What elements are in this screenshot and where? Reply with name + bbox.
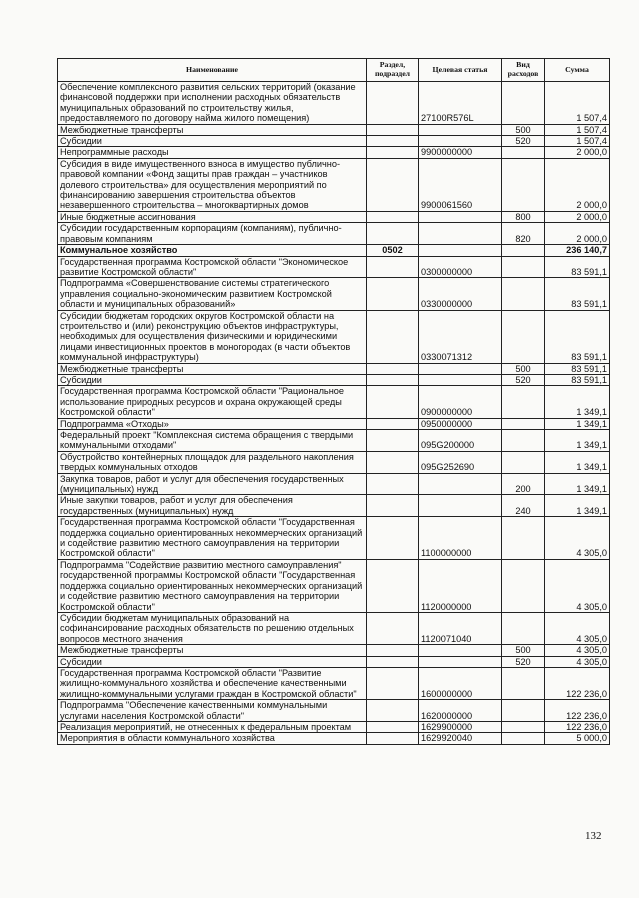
table-row: [58, 559, 610, 612]
cell-name: Субсидия в виде имущественного взноса в имущество публично-правовой компании «Фонд защиты прав граждан – участников долевого строительства» для осуществления мероприятий по финансированию завершения строительства объектов незавершенного строительства – многоквартирных домов: [58, 158, 367, 211]
cell-tgt: 1100000000: [419, 517, 502, 560]
cell-sec: [367, 418, 419, 429]
cell-kind: [502, 451, 545, 473]
cell-sum: 5 000,0: [545, 733, 610, 744]
cell-sum: 4 305,0: [545, 656, 610, 667]
cell-sec: [367, 612, 419, 644]
table-row: [58, 656, 610, 667]
cell-sec: [367, 223, 419, 245]
cell-kind: [502, 667, 545, 699]
cell-tgt: [419, 656, 502, 667]
cell-tgt: 1120071040: [419, 612, 502, 644]
cell-sum: 1 349,1: [545, 451, 610, 473]
cell-sum: 2 000,0: [545, 211, 610, 222]
table-row: [58, 211, 610, 222]
cell-tgt: 0300000000: [419, 256, 502, 278]
cell-name: Межбюджетные трансферты: [58, 124, 367, 135]
cell-name: Непрограммные расходы: [58, 147, 367, 158]
cell-kind: 820: [502, 223, 545, 245]
cell-tgt: 1120000000: [419, 559, 502, 612]
cell-name: Субсидии государственным корпорациям (компаниям), публично-правовым компаниям: [58, 223, 367, 245]
cell-kind: [502, 517, 545, 560]
cell-sec: [367, 147, 419, 158]
cell-name: Субсидии бюджетам городских округов Костромской области на строительство и (или) реконструкцию объектов инфраструктуры, необходимых для осуществления физическими и юридическими лицами инвестиционных проектов в моногородах (в части объектов коммунальной инфраструктуры): [58, 310, 367, 363]
cell-sec: [367, 473, 419, 495]
cell-sum: 4 305,0: [545, 612, 610, 644]
cell-sec: [367, 700, 419, 722]
cell-tgt: [419, 495, 502, 517]
cell-sec: [367, 124, 419, 135]
cell-kind: [502, 386, 545, 418]
cell-sum: 1 349,1: [545, 386, 610, 418]
cell-tgt: 0330071312: [419, 310, 502, 363]
cell-kind: [502, 430, 545, 452]
cell-name: Мероприятия в области коммунального хозяйства: [58, 733, 367, 744]
cell-sum: 1 507,4: [545, 124, 610, 135]
cell-name: Подпрограмма «Отходы»: [58, 418, 367, 429]
cell-kind: 520: [502, 656, 545, 667]
cell-sum: 83 591,1: [545, 374, 610, 385]
cell-kind: [502, 721, 545, 732]
header-section: Раздел, подраздел: [367, 59, 419, 82]
cell-name: Субсидии: [58, 136, 367, 147]
cell-tgt: 1600000000: [419, 667, 502, 699]
cell-tgt: 0900000000: [419, 386, 502, 418]
cell-sec: [367, 82, 419, 125]
table-row: [58, 645, 610, 656]
cell-tgt: 1629920040: [419, 733, 502, 744]
cell-tgt: [419, 245, 502, 256]
cell-name: Подпрограмма "Обеспечение качественными коммунальными услугами населения Костромской области": [58, 700, 367, 722]
cell-name: Межбюджетные трансферты: [58, 645, 367, 656]
table-row: [58, 245, 610, 256]
cell-sum: 4 305,0: [545, 559, 610, 612]
table-row: [58, 278, 610, 310]
cell-tgt: [419, 473, 502, 495]
cell-kind: [502, 612, 545, 644]
cell-sec: [367, 136, 419, 147]
cell-tgt: 1620000000: [419, 700, 502, 722]
cell-sec: [367, 430, 419, 452]
cell-tgt: 0330000000: [419, 278, 502, 310]
cell-kind: [502, 158, 545, 211]
cell-sum: 2 000,0: [545, 147, 610, 158]
table-row: [58, 495, 610, 517]
cell-tgt: 095G200000: [419, 430, 502, 452]
cell-sum: 122 236,0: [545, 667, 610, 699]
table-row: [58, 733, 610, 744]
cell-kind: [502, 256, 545, 278]
cell-sec: [367, 733, 419, 744]
cell-sec: [367, 211, 419, 222]
table-row: [58, 310, 610, 363]
cell-kind: 500: [502, 645, 545, 656]
cell-sum: 1 507,4: [545, 82, 610, 125]
cell-tgt: 9900061560: [419, 158, 502, 211]
cell-tgt: [419, 223, 502, 245]
cell-name: Коммунальное хозяйство: [58, 245, 367, 256]
cell-name: Государственная программа Костромской области "Развитие жилищно-коммунального хозяйства и обеспечение качественными жилищно-коммунальными услугами граждан в Костромской области": [58, 667, 367, 699]
cell-kind: [502, 147, 545, 158]
cell-name: Государственная программа Костромской области "Рациональное использование природных ресурсов и охрана окружающей среды Костромской области": [58, 386, 367, 418]
cell-sec: [367, 158, 419, 211]
table-row: [58, 124, 610, 135]
table-row: [58, 374, 610, 385]
cell-name: Иные закупки товаров, работ и услуг для обеспечения государственных (муниципальных) нужд: [58, 495, 367, 517]
cell-sum: 1 507,4: [545, 136, 610, 147]
cell-sum: 83 591,1: [545, 256, 610, 278]
cell-kind: [502, 310, 545, 363]
table-header-row: [58, 59, 610, 82]
table-row: [58, 700, 610, 722]
table-row: [58, 667, 610, 699]
cell-sec: [367, 721, 419, 732]
cell-tgt: [419, 136, 502, 147]
cell-sec: 0502: [367, 245, 419, 256]
table-row: [58, 386, 610, 418]
document-page: [57, 58, 609, 745]
table-row: [58, 363, 610, 374]
cell-sum: 122 236,0: [545, 700, 610, 722]
cell-sec: [367, 559, 419, 612]
cell-kind: [502, 733, 545, 744]
cell-kind: [502, 82, 545, 125]
cell-tgt: 095G252690: [419, 451, 502, 473]
cell-tgt: 9900000000: [419, 147, 502, 158]
table-row: [58, 256, 610, 278]
cell-name: Субсидии: [58, 656, 367, 667]
cell-kind: [502, 700, 545, 722]
cell-name: Реализация мероприятий, не отнесенных к федеральным проектам: [58, 721, 367, 732]
cell-kind: 500: [502, 363, 545, 374]
cell-kind: 500: [502, 124, 545, 135]
table-row: [58, 612, 610, 644]
cell-sec: [367, 278, 419, 310]
table-row: [58, 473, 610, 495]
cell-name: Государственная программа Костромской области "Экономическое развитие Костромской области": [58, 256, 367, 278]
cell-sum: 83 591,1: [545, 363, 610, 374]
cell-tgt: [419, 363, 502, 374]
cell-name: Федеральный проект "Комплексная система обращения с твердыми коммунальными отходами": [58, 430, 367, 452]
cell-kind: 800: [502, 211, 545, 222]
cell-sec: [367, 386, 419, 418]
table-row: [58, 517, 610, 560]
cell-name: Субсидии: [58, 374, 367, 385]
cell-sum: 4 305,0: [545, 645, 610, 656]
cell-kind: 240: [502, 495, 545, 517]
cell-name: Подпрограмма "Содействие развитию местного самоуправления" государственной программы Костромской области "Государственная поддержка социально ориентированных некоммерческих организаций и содействие развитию местного самоуправления на территории Костромской области": [58, 559, 367, 612]
budget-table: [57, 58, 610, 745]
cell-sum: 1 349,1: [545, 430, 610, 452]
cell-sec: [367, 310, 419, 363]
cell-sec: [367, 645, 419, 656]
table-row: [58, 82, 610, 125]
cell-kind: [502, 418, 545, 429]
cell-kind: [502, 245, 545, 256]
cell-sum: 2 000,0: [545, 223, 610, 245]
header-target: Целевая статья: [419, 59, 502, 82]
cell-tgt: [419, 374, 502, 385]
cell-name: Государственная программа Костромской области "Государственная поддержка социально ориентированных некоммерческих организаций и содействие развитию местного самоуправления на территории Костромской области": [58, 517, 367, 560]
cell-name: Закупка товаров, работ и услуг для обеспечения государственных (муниципальных) нужд: [58, 473, 367, 495]
cell-name: Субсидии бюджетам муниципальных образований на софинансирование расходных обязательств по решению отдельных вопросов местного значения: [58, 612, 367, 644]
cell-kind: [502, 559, 545, 612]
cell-kind: 200: [502, 473, 545, 495]
cell-tgt: 27100R576L: [419, 82, 502, 125]
cell-sum: 1 349,1: [545, 418, 610, 429]
cell-kind: 520: [502, 136, 545, 147]
header-name: Наименование: [58, 59, 367, 82]
cell-tgt: 1629900000: [419, 721, 502, 732]
table-row: [58, 721, 610, 732]
cell-name: Межбюджетные трансферты: [58, 363, 367, 374]
table-row: [58, 223, 610, 245]
cell-sum: 2 000,0: [545, 158, 610, 211]
cell-tgt: [419, 124, 502, 135]
cell-sec: [367, 495, 419, 517]
cell-sec: [367, 656, 419, 667]
cell-tgt: [419, 211, 502, 222]
cell-name: Подпрограмма «Совершенствование системы стратегического управления социально-экономическим развитием Костромской области и муниципальных образований»: [58, 278, 367, 310]
cell-sec: [367, 517, 419, 560]
cell-sum: 236 140,7: [545, 245, 610, 256]
cell-tgt: [419, 645, 502, 656]
table-row: [58, 430, 610, 452]
header-kind: Вид расходов: [502, 59, 545, 82]
table-row: [58, 451, 610, 473]
cell-sec: [367, 363, 419, 374]
cell-name: Обустройство контейнерных площадок для раздельного накопления твердых коммунальных отходов: [58, 451, 367, 473]
cell-sec: [367, 374, 419, 385]
cell-sec: [367, 451, 419, 473]
table-row: [58, 158, 610, 211]
table-body: [58, 82, 610, 745]
table-row: [58, 418, 610, 429]
cell-sum: 83 591,1: [545, 278, 610, 310]
cell-tgt: 0950000000: [419, 418, 502, 429]
table-row: [58, 136, 610, 147]
table-row: [58, 147, 610, 158]
cell-kind: 520: [502, 374, 545, 385]
cell-name: Обеспечение комплексного развития сельских территорий (оказание финансовой поддержки при исполнении расходных обязательств муниципальных образований по строительству жилья, предоставляемого по договору найма жилого помещения): [58, 82, 367, 125]
cell-sum: 4 305,0: [545, 517, 610, 560]
cell-sec: [367, 667, 419, 699]
cell-sum: 122 236,0: [545, 721, 610, 732]
cell-sum: 1 349,1: [545, 473, 610, 495]
page-number: 132: [585, 830, 602, 842]
cell-name: Иные бюджетные ассигнования: [58, 211, 367, 222]
header-sum: Сумма: [545, 59, 610, 82]
cell-sum: 83 591,1: [545, 310, 610, 363]
cell-sec: [367, 256, 419, 278]
cell-sum: 1 349,1: [545, 495, 610, 517]
cell-kind: [502, 278, 545, 310]
